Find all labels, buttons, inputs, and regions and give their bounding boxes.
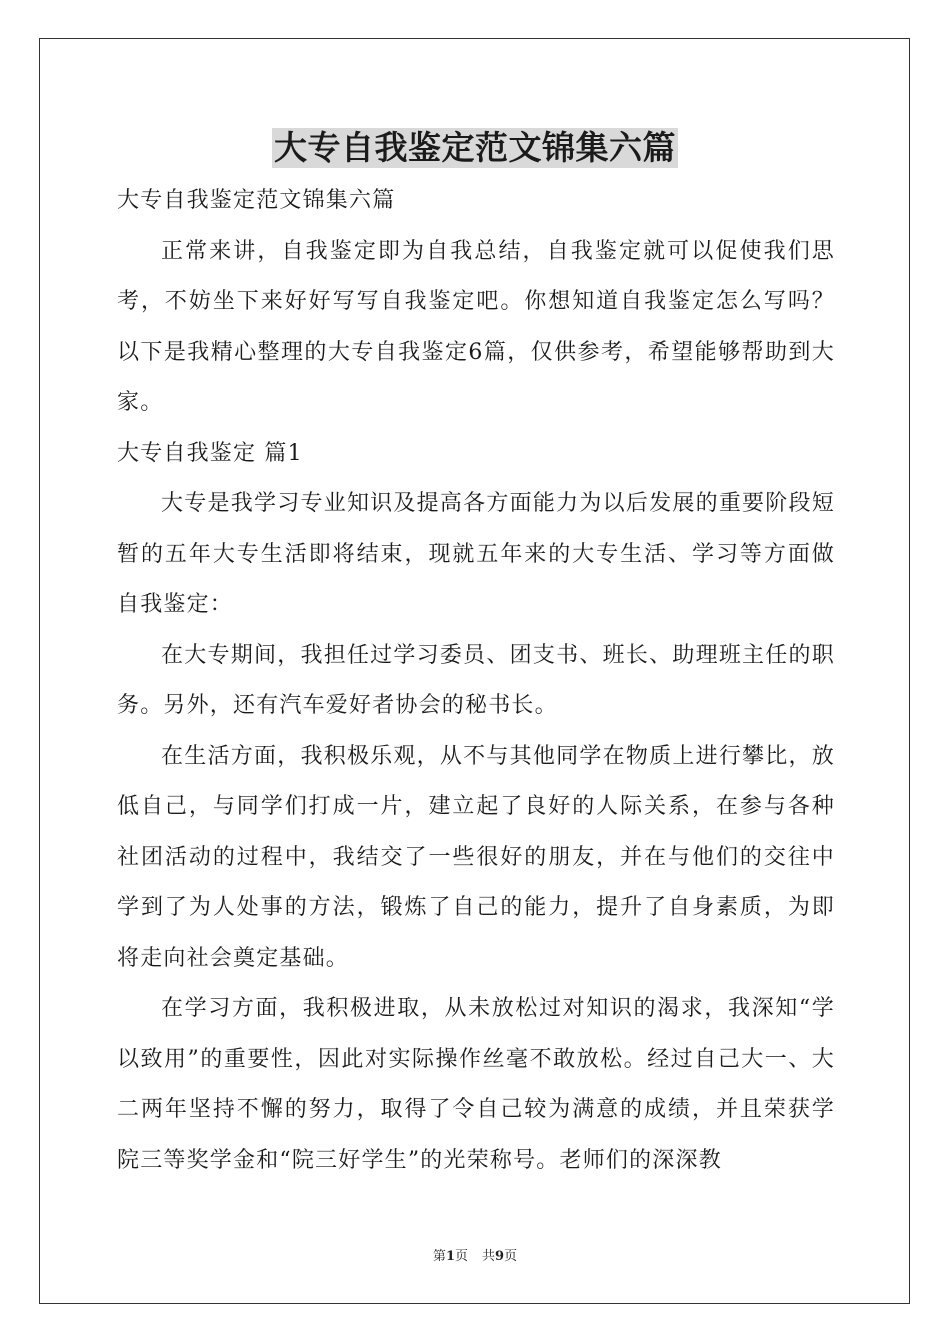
paragraph: 在大专期间，我担任过学习委员、团支书、班长、助理班主任的职务。另外，还有汽车爱好者协会的秘书长。 <box>117 642 835 718</box>
document-title: 大专自我鉴定范文锦集六篇 <box>274 128 676 167</box>
paragraph: 大专自我鉴定范文锦集六篇 <box>117 188 396 213</box>
page-number: 1 <box>445 1249 455 1264</box>
total-pages: 9 <box>495 1249 505 1264</box>
document-body <box>117 176 835 1186</box>
paragraph: 大专是我学习专业知识及提高各方面能力为以后发展的重要阶段短暂的五年大专生活即将结束，现就五年来的大专生活、学习等方面做自我鉴定： <box>117 491 835 617</box>
paragraph: 正常来讲，自我鉴定即为自我总结，自我鉴定就可以促使我们思考，不妨坐下来好好写写自我鉴定吧。你想知道自我鉴定怎么写吗？以下是我精心整理的大专自我鉴定6篇，仅供参考，希望能够帮助到大家。 <box>117 238 835 415</box>
title-area <box>0 128 950 168</box>
page-footer <box>0 1245 950 1264</box>
total-prefix: 共 <box>482 1249 496 1264</box>
page-prefix: 第 <box>432 1249 446 1264</box>
section-heading: 大专自我鉴定 篇1 <box>117 440 303 466</box>
page-suffix: 页 <box>454 1249 468 1264</box>
paragraph: 在学习方面，我积极进取，从未放松过对知识的渴求，我深知“学以致用”的重要性，因此对实际操作丝毫不敢放松。经过自己大一、大二两年坚持不懈的努力，取得了令自己较为满意的成绩，并且荣获学院三等奖学金和“院三好学生”的光荣称号。老师们的深深教 <box>117 996 835 1173</box>
paragraph: 在生活方面，我积极乐观，从不与其他同学在物质上进行攀比，放低自己，与同学们打成一片，建立起了良好的人际关系，在参与各种社团活动的过程中，我结交了一些很好的朋友，并在与他们的交往中学到了为人处事的方法，锻炼了自己的能力，提升了自身素质，为即将走向社会奠定基础。 <box>117 743 835 971</box>
total-suffix: 页 <box>504 1249 518 1264</box>
